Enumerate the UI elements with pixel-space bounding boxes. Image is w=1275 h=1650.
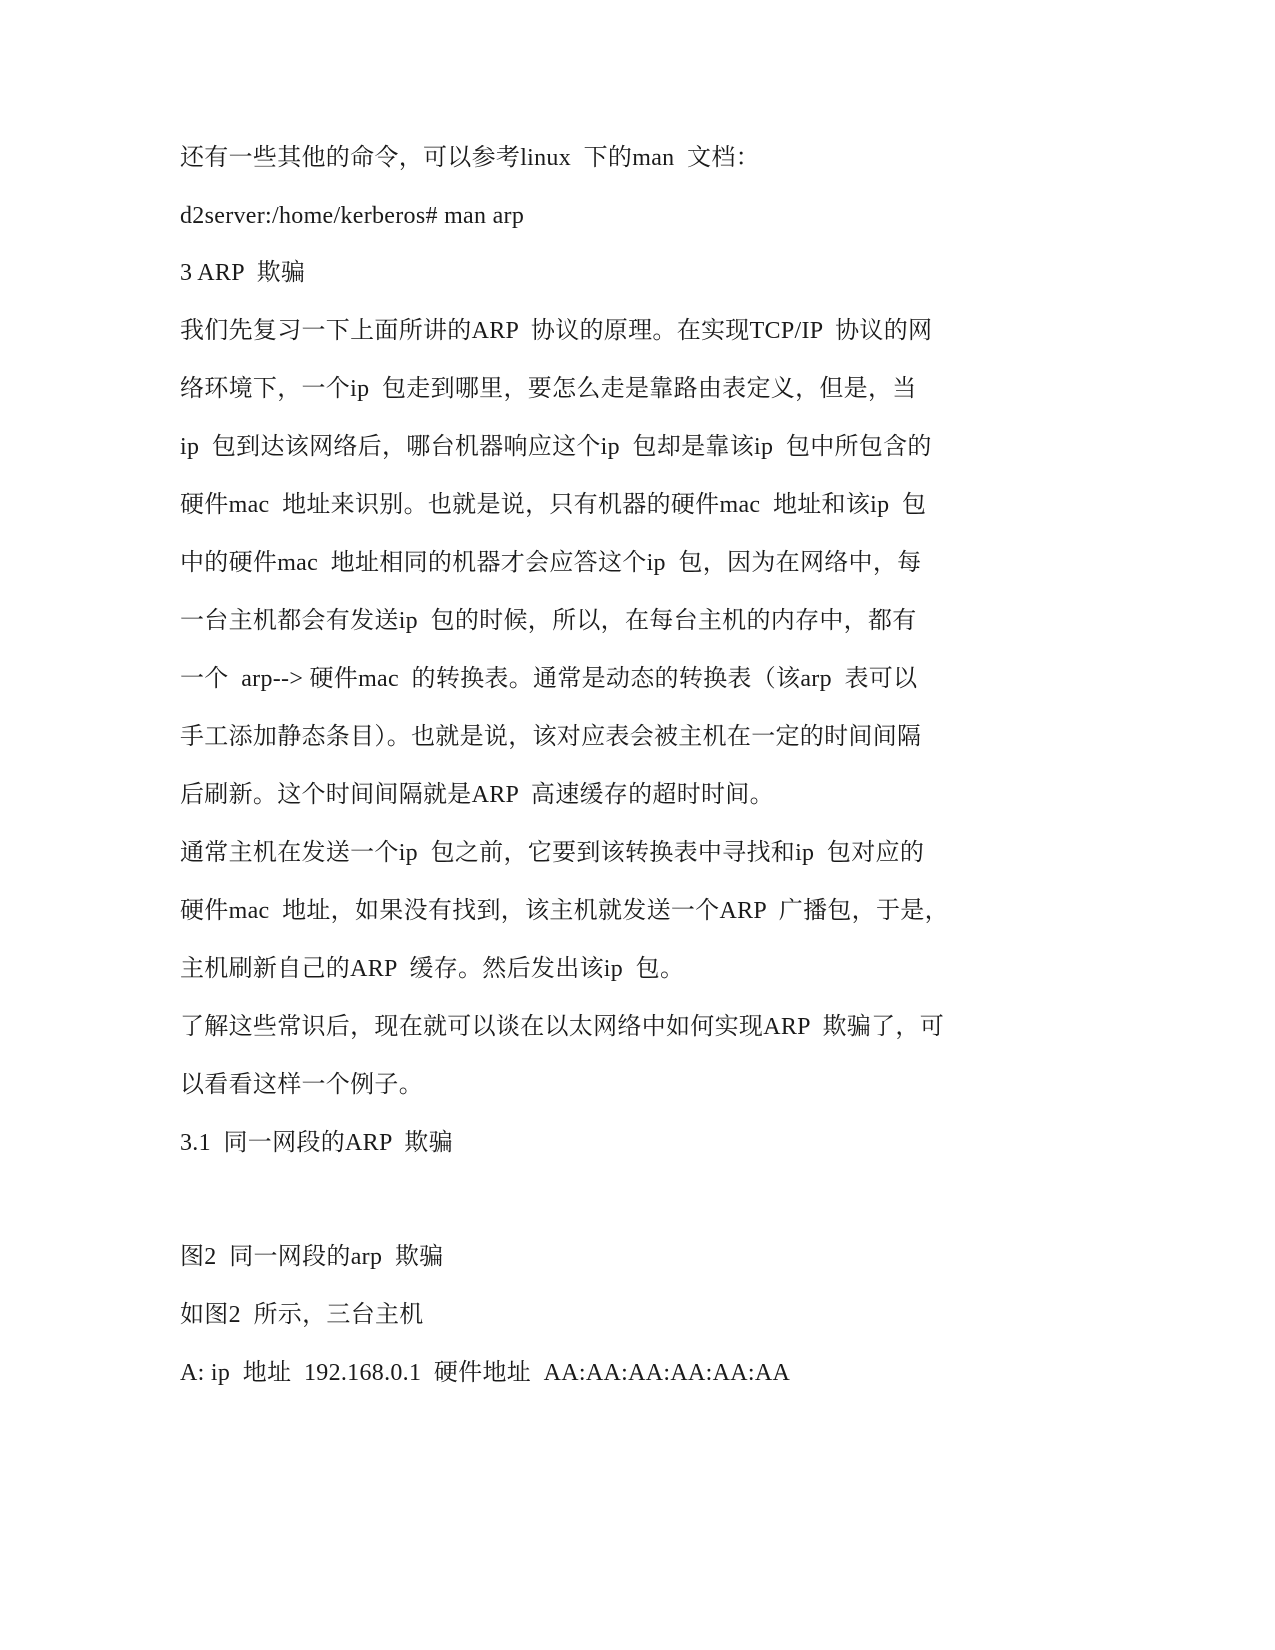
paragraph-line: 了解这些常识后，现在就可以谈在以太网络中如何实现ARP 欺骗了，可: [180, 1014, 944, 1040]
section-heading-3-1: 3.1 同一网段的ARP 欺骗: [180, 1130, 453, 1156]
paragraph-line: 我们先复习一下上面所讲的ARP 协议的原理。在实现TCP/IP 协议的网: [180, 318, 933, 344]
paragraph-line: 中的硬件mac 地址相同的机器才会应答这个ip 包，因为在网络中，每: [180, 550, 922, 576]
paragraph-line: 后刷新。这个时间间隔就是ARP 高速缓存的超时时间。: [180, 782, 774, 808]
text-line-intro: 还有一些其他的命令，可以参考linux 下的man 文档：: [180, 145, 760, 171]
paragraph-line: 硬件mac 地址，如果没有找到，该主机就发送一个ARP 广播包，于是，: [180, 898, 949, 924]
paragraph-line: 一台主机都会有发送ip 包的时候，所以，在每台主机的内存中，都有: [180, 608, 917, 634]
section-heading-3: 3 ARP 欺骗: [180, 260, 306, 286]
host-a-info: A: ip 地址 192.168.0.1 硬件地址 AA:AA:AA:AA:AA:AA: [180, 1360, 791, 1386]
paragraph-line: 以看看这样一个例子。: [180, 1072, 423, 1098]
paragraph-line: 通常主机在发送一个ip 包之前，它要到该转换表中寻找和ip 包对应的: [180, 840, 925, 866]
command-line: d2server:/home/kerberos# man arp: [180, 203, 525, 229]
paragraph-line: 硬件mac 地址来识别。也就是说，只有机器的硬件mac 地址和该ip 包: [180, 492, 927, 518]
paragraph-line: ip 包到达该网络后，哪台机器响应这个ip 包却是靠该ip 包中所包含的: [180, 434, 932, 460]
paragraph-line: 主机刷新自己的ARP 缓存。然后发出该ip 包。: [180, 956, 685, 982]
paragraph-line: 手工添加静态条目）。也就是说，该对应表会被主机在一定的时间间隔: [180, 724, 922, 750]
paragraph-line: 一个 arp--> 硬件mac 的转换表。通常是动态的转换表（该arp 表可以: [180, 666, 918, 692]
figure-caption: 图2 同一网段的arp 欺骗: [180, 1244, 444, 1270]
paragraph-line: 络环境下，一个ip 包走到哪里，要怎么走是靠路由表定义，但是，当: [180, 376, 917, 402]
paragraph-line: 如图2 所示，三台主机: [180, 1302, 424, 1328]
